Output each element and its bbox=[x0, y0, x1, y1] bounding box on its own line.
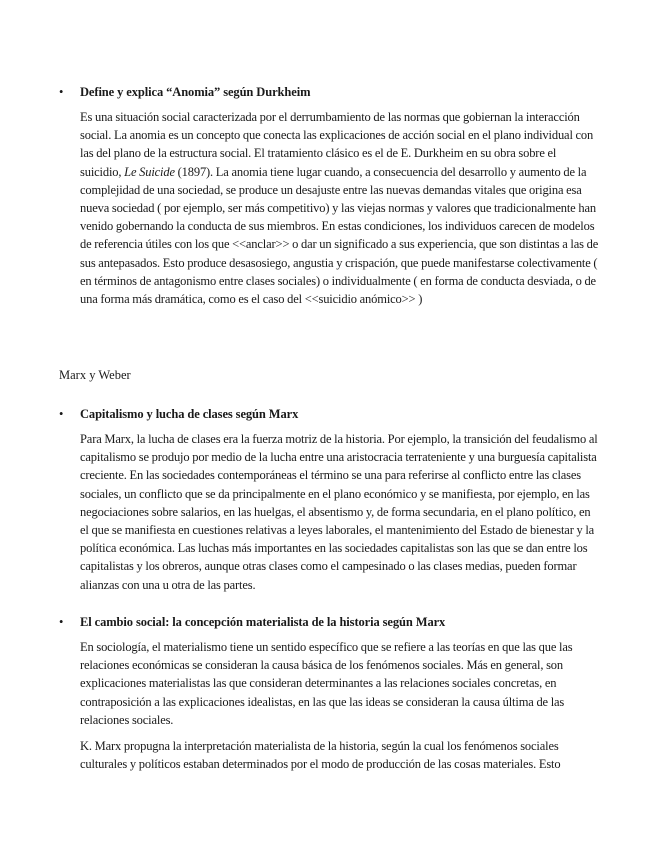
paragraph-anomia-text-1: Es una situación social caracterizada por el derrumbamiento de las normas que gobiernan la interacción social. La anomia es un concepto que conecta las explicaciones de acción social en el plano individual con las del plano de la estructura social. El tratamiento clásico es el de E. Durkheim en su obra sobre el suicidio, bbox=[80, 110, 594, 179]
item-title-anomia: Define y explica “Anomia” según Durkheim bbox=[80, 85, 311, 99]
paragraph-capitalismo: Para Marx, la lucha de clases era la fuerza motriz de la historia. Por ejemplo, la transición del feudalismo al capitalismo se produjo por medio de la lucha entre una aristocracia terrateniente y una burguesía capitalista creciente. En las sociedades contemporáneas el término se una para referirse al conflicto entre las clases sociales, un conflicto que se da principalmente en el plano económico y se manifiesta, por ejemplo, en las negociaciones sobre salarios, en las huelgas, el absentismo y, de forma secundaria, en el plano político, en el que se manifiesta en cuestiones relativas a leyes laborales, el mantenimiento del Estado de bienestar y la política económica. Las luchas más importantes en las sociedades capitalistas son las que se dan entre los capitalistas y los obreros, aunque otras clases como el campesinado o las clases medias, pueden formar alianzas con una u otra de las partes. bbox=[80, 432, 598, 592]
bullet-icon: • bbox=[59, 85, 64, 99]
item-title-cambio-social: El cambio social: la concepción materialista de la historia según Marx bbox=[80, 615, 446, 629]
section-capitalismo bbox=[59, 406, 599, 594]
paragraph-materialismo: En sociología, el materialismo tiene un sentido específico que se refiere a las teorías en que las que las relaciones económicas se consideran la causa básica de los fenómenos sociales. Más en general, son explicaciones materialistas las que consideran determinantes a las relaciones sociales concretas, en contraposición a las explicaciones idealistas, en las que las ideas se consideran la causa última de las relaciones sociales. bbox=[80, 640, 573, 727]
paragraph-marx-historia: K. Marx propugna la interpretación materialista de la historia, según la cual los fenómenos sociales culturales y políticos estaban determinados por el modo de producción de las cosas materiales. Esto bbox=[80, 739, 561, 772]
bullet-icon: • bbox=[59, 407, 64, 421]
bullet-icon: • bbox=[59, 615, 64, 629]
item-title-capitalismo: Capitalismo y lucha de clases según Marx bbox=[80, 407, 299, 421]
paragraph-anomia bbox=[80, 108, 599, 308]
section-anomia bbox=[59, 84, 599, 308]
list-item-anomia bbox=[59, 84, 599, 308]
paragraph-anomia-text-2: (1897). La anomia tiene lugar cuando, a consecuencia del desarrollo y aumento de la complejidad de una sociedad, se produce un desajuste entre las nuevas demandas vitales que origina esa nueva sociedad ( por ejemplo, ser más competitivo) y las viejas normas y valores que tradicionalmente han venido gobernando la conducta de sus miembros. En estas condiciones, los individuos carecen de modelos de referencia útiles con los que <<anclar>> o dar un significado a sus experiencia, que son distintas a las de sus antepasados. Esto produce desasosiego, angustia y crispación, que puede manifestarse colectivamente ( en términos de antagonismo entre clases sociales) o individualmente ( en forma de conducta desviada, o de una forma más dramática, como es el caso del <<suicidio anómico>> ) bbox=[80, 164, 599, 307]
list-item-capitalismo bbox=[59, 406, 599, 594]
section-cambio-social bbox=[59, 614, 599, 773]
section-heading-marx-weber: Marx y Weber bbox=[59, 368, 131, 382]
list-item-cambio-social bbox=[59, 614, 599, 773]
book-title: Le Suicide bbox=[124, 164, 175, 179]
